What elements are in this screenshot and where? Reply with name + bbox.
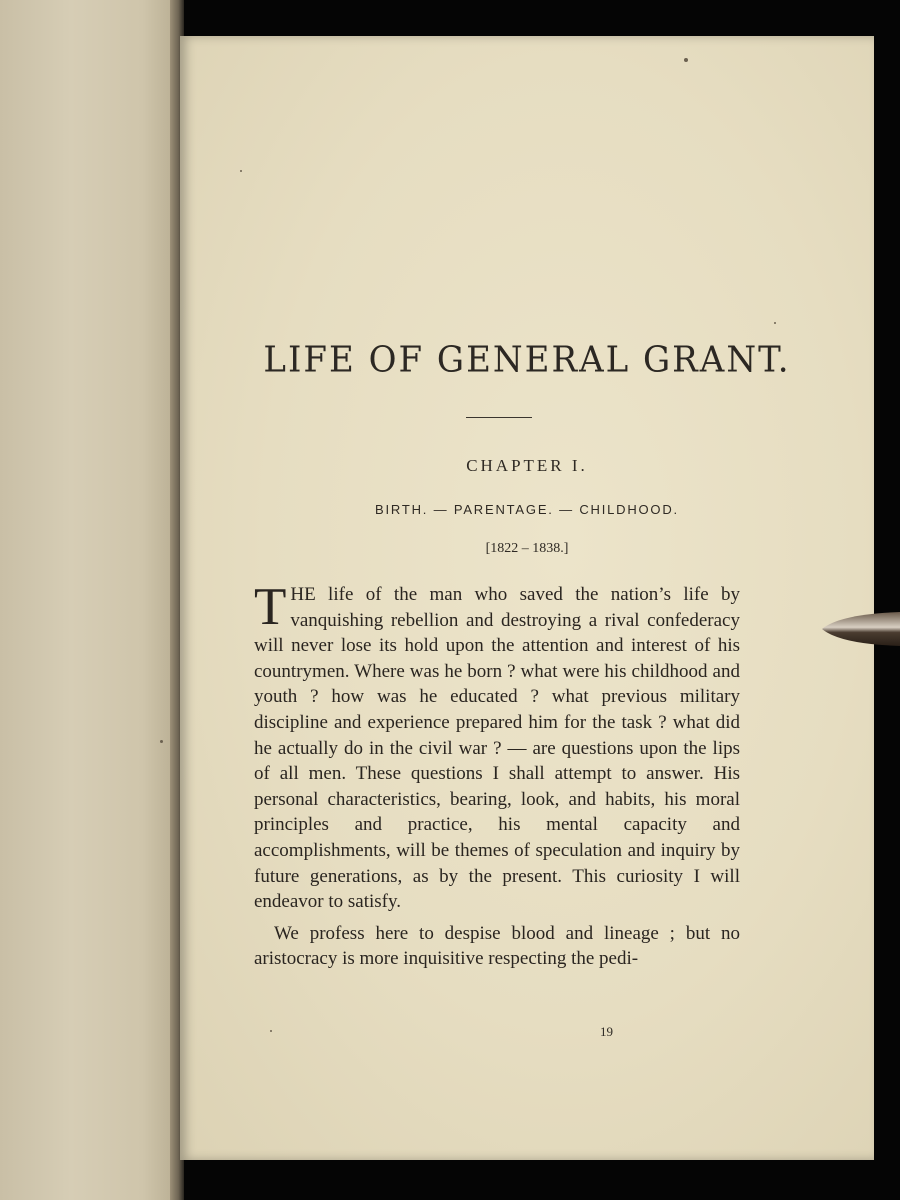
body-text (254, 578, 740, 972)
paragraph-1-text: HE life of the man who saved the nation’s life by vanquishing rebellion and destroying a rival confederacy will never lose its hold upon the attention and interest of his countrymen. Where was he born ? what were his childhood and youth ? how was he educated ? what previous military discipline and experience prepared him for the task ? what did he actually do in the civil war ? — are questions upon the lips of all men. These questions I shall attempt to answer. His personal characteristics, bearing, look, and habits, his moral principles and practice, his mental capacity and accomplishments, will be themes of speculation and inquiry by future generations, as by the present. This curiosity I will endeavor to satisfy. (254, 584, 740, 913)
title-rule (466, 417, 532, 418)
chapter-heading: CHAPTER I. (466, 456, 588, 475)
left-page (0, 0, 178, 1200)
book-title: LIFE OF GENERAL GRANT. (263, 339, 791, 381)
book-page (180, 36, 874, 1160)
paper-speck (774, 322, 776, 324)
paper-speck (240, 170, 242, 172)
chapter-subtitle: BIRTH. — PARENTAGE. — CHILDHOOD. (375, 502, 679, 517)
page-number: 19 (600, 1024, 613, 1039)
paper-speck (160, 740, 163, 743)
paragraph-1 (254, 578, 740, 915)
drop-cap: T (254, 578, 287, 636)
chapter-dates: [1822 – 1838.] (485, 541, 569, 556)
paper-speck (270, 1030, 272, 1032)
paper-speck (684, 58, 688, 62)
paragraph-2: We profess here to despise blood and lineage ; but no aristocracy is more inquisitive respecting the pedi- (254, 922, 740, 970)
bookmark-ribbon (820, 608, 900, 650)
